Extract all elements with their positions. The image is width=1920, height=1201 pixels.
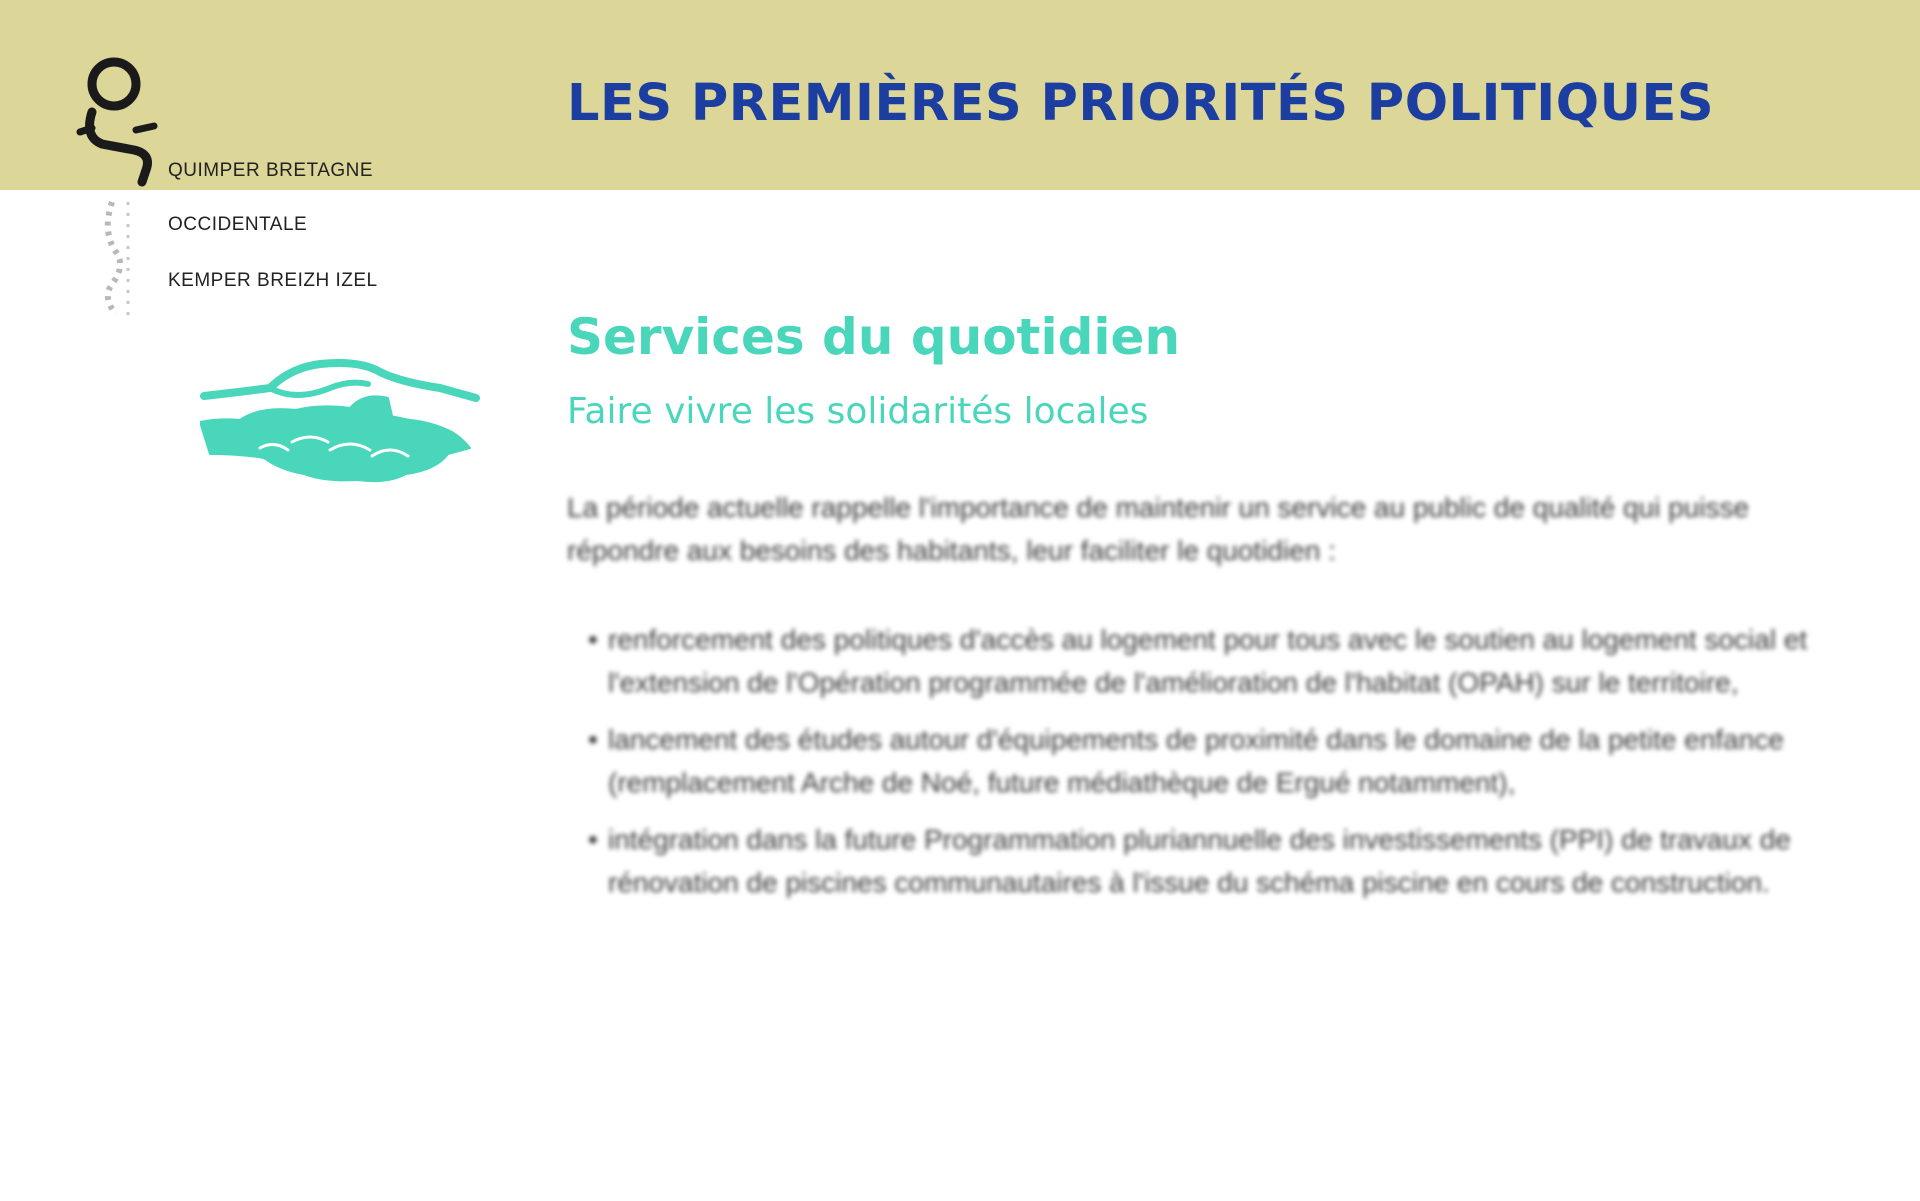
logo-name-line-2: OCCIDENTALE <box>168 214 308 235</box>
logo-mark-icon <box>72 52 162 332</box>
list-item <box>588 818 1818 904</box>
handshake-icon <box>200 358 480 488</box>
logo-name-line-1: QUIMPER BRETAGNE <box>168 160 374 181</box>
bullet-icon: • <box>588 624 598 655</box>
page-title: LES PREMIÈRES PRIORITÉS POLITIQUES <box>567 74 1715 133</box>
section-subtitle: Faire vivre les solidarités locales <box>567 391 1149 432</box>
bullet-icon: • <box>588 824 598 855</box>
list-item-text: intégration dans la future Programmation pluriannuelle des investissements (PPI) de travaux de rénovation de piscines communautaires à l'issue du schéma piscine en cours de construction. <box>608 824 1791 898</box>
bullet-icon: • <box>588 724 598 755</box>
list-item-text: renforcement des politiques d'accès au logement pour tous avec le soutien au logement social et l'extension de l'Opération programmée de l'amélioration de l'habitat (OPAH) sur le territoire, <box>608 624 1808 698</box>
logo-name-line-3: KEMPER BREIZH IZEL <box>168 270 378 291</box>
intro-paragraph: La période actuelle rappelle l'importance de maintenir un service au public de qualité qui puisse répondre aux besoins des habitants, leur faciliter le quotidien : <box>567 492 1750 566</box>
section-title: Services du quotidien <box>567 308 1181 366</box>
priority-list <box>588 618 1818 918</box>
list-item <box>588 718 1818 804</box>
quimper-bretagne-logo <box>72 52 392 332</box>
list-item-text: lancement des études autour d'équipements de proximité dans le domaine de la petite enfance (remplacement Arche de Noé, future médiathèque de Ergué notamment), <box>608 724 1784 798</box>
list-item <box>588 618 1818 704</box>
